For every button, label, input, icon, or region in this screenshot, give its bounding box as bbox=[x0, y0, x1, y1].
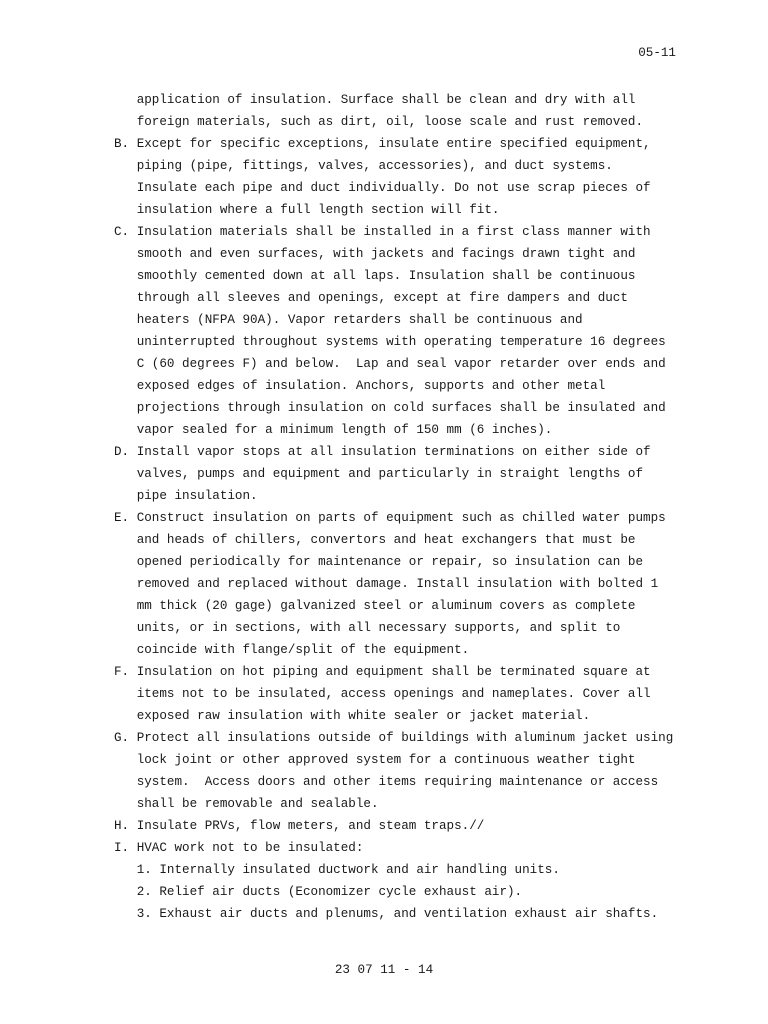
paragraph-line bbox=[114, 199, 714, 221]
paragraph-line bbox=[114, 89, 714, 111]
line-text: 3. Exhaust air ducts and plenums, and ventilation exhaust air shafts. bbox=[136, 907, 659, 921]
list-item-label: H. bbox=[114, 819, 130, 833]
line-text: heaters (NFPA 90A). Vapor retarders shall be continuous and bbox=[136, 313, 583, 327]
list-item-label: C. bbox=[114, 225, 130, 239]
line-text: removed and replaced without damage. Install insulation with bolted 1 bbox=[136, 577, 659, 591]
paragraph-line bbox=[114, 243, 714, 265]
paragraph-line bbox=[114, 265, 714, 287]
list-item-start-line bbox=[114, 507, 714, 529]
list-item-label: E. bbox=[114, 511, 130, 525]
line-text: through all sleeves and openings, except at fire dampers and duct bbox=[136, 291, 628, 305]
line-text: Except for specific exceptions, insulate entire specified equipment, bbox=[136, 137, 651, 151]
line-text: uninterrupted throughout systems with operating temperature 16 degrees bbox=[136, 335, 666, 349]
line-text: exposed edges of insulation. Anchors, supports and other metal bbox=[136, 379, 606, 393]
line-text: Protect all insulations outside of buildings with aluminum jacket using bbox=[136, 731, 674, 745]
line-text: 2. Relief air ducts (Economizer cycle exhaust air). bbox=[136, 885, 523, 899]
line-text: units, or in sections, with all necessary supports, and split to bbox=[136, 621, 621, 635]
line-text: Insulation materials shall be installed in a first class manner with bbox=[136, 225, 651, 239]
paragraph-line bbox=[114, 595, 714, 617]
line-text: system. Access doors and other items requiring maintenance or access bbox=[136, 775, 659, 789]
line-text: smooth and even surfaces, with jackets and facings drawn tight and bbox=[136, 247, 636, 261]
line-text: Construct insulation on parts of equipment such as chilled water pumps bbox=[136, 511, 666, 525]
list-item-label: F. bbox=[114, 665, 130, 679]
list-item-label: G. bbox=[114, 731, 130, 745]
line-text: mm thick (20 gage) galvanized steel or aluminum covers as complete bbox=[136, 599, 636, 613]
paragraph-line bbox=[114, 463, 714, 485]
list-item-start-line bbox=[114, 441, 714, 463]
list-item-start-line bbox=[114, 661, 714, 683]
line-text: and heads of chillers, convertors and heat exchangers that must be bbox=[136, 533, 636, 547]
line-text: Install vapor stops at all insulation terminations on either side of bbox=[136, 445, 651, 459]
list-item-start-line bbox=[114, 727, 714, 749]
paragraph-line bbox=[114, 573, 714, 595]
line-text: lock joint or other approved system for a continuous weather tight bbox=[136, 753, 636, 767]
list-item-start-line bbox=[114, 133, 714, 155]
line-text: projections through insulation on cold surfaces shall be insulated and bbox=[136, 401, 666, 415]
line-text: opened periodically for maintenance or repair, so insulation can be bbox=[136, 555, 644, 569]
line-text: Insulate PRVs, flow meters, and steam traps.// bbox=[136, 819, 485, 833]
list-item-label: I. bbox=[114, 841, 130, 855]
paragraph-line bbox=[114, 397, 714, 419]
paragraph-line bbox=[114, 353, 714, 375]
list-item-label: D. bbox=[114, 445, 130, 459]
list-item-start-line bbox=[114, 221, 714, 243]
paragraph-line bbox=[114, 331, 714, 353]
paragraph-line bbox=[114, 155, 714, 177]
paragraph-line bbox=[114, 881, 714, 903]
line-text: shall be removable and sealable. bbox=[136, 797, 379, 811]
paragraph-line bbox=[114, 177, 714, 199]
line-text: piping (pipe, fittings, valves, accessories), and duct systems. bbox=[136, 159, 613, 173]
line-text: Insulate each pipe and duct individually. Do not use scrap pieces of bbox=[136, 181, 651, 195]
section-date-code: 05-11 bbox=[638, 46, 676, 60]
paragraph-line bbox=[114, 485, 714, 507]
paragraph-line bbox=[114, 551, 714, 573]
specification-body bbox=[114, 89, 714, 925]
paragraph-line bbox=[114, 639, 714, 661]
line-text: coincide with flange/split of the equipment. bbox=[136, 643, 470, 657]
paragraph-line bbox=[114, 705, 714, 727]
page-footer-number: 23 07 11 - 14 bbox=[334, 963, 434, 977]
line-text: pipe insulation. bbox=[136, 489, 258, 503]
line-text: foreign materials, such as dirt, oil, loose scale and rust removed. bbox=[136, 115, 644, 129]
paragraph-line bbox=[114, 419, 714, 441]
paragraph-line bbox=[114, 287, 714, 309]
line-text: items not to be insulated, access openings and nameplates. Cover all bbox=[136, 687, 651, 701]
line-text: valves, pumps and equipment and particularly in straight lengths of bbox=[136, 467, 644, 481]
line-text: HVAC work not to be insulated: bbox=[136, 841, 364, 855]
line-text: 1. Internally insulated ductwork and air handling units. bbox=[136, 863, 560, 877]
paragraph-line bbox=[114, 111, 714, 133]
paragraph-line bbox=[114, 617, 714, 639]
paragraph-line bbox=[114, 309, 714, 331]
list-item-label: B. bbox=[114, 137, 130, 151]
line-text: smoothly cemented down at all laps. Insulation shall be continuous bbox=[136, 269, 636, 283]
line-text: application of insulation. Surface shall be clean and dry with all bbox=[136, 93, 636, 107]
paragraph-line bbox=[114, 749, 714, 771]
list-item-start-line bbox=[114, 815, 714, 837]
paragraph-line bbox=[114, 375, 714, 397]
paragraph-line bbox=[114, 793, 714, 815]
paragraph-line bbox=[114, 903, 714, 925]
line-text: exposed raw insulation with white sealer or jacket material. bbox=[136, 709, 591, 723]
paragraph-line bbox=[114, 683, 714, 705]
line-text: Insulation on hot piping and equipment shall be terminated square at bbox=[136, 665, 651, 679]
line-text: C (60 degrees F) and below. Lap and seal vapor retarder over ends and bbox=[136, 357, 666, 371]
paragraph-line bbox=[114, 771, 714, 793]
paragraph-line bbox=[114, 529, 714, 551]
line-text: vapor sealed for a minimum length of 150 mm (6 inches). bbox=[136, 423, 553, 437]
list-item-start-line bbox=[114, 837, 714, 859]
line-text: insulation where a full length section will fit. bbox=[136, 203, 500, 217]
paragraph-line bbox=[114, 859, 714, 881]
